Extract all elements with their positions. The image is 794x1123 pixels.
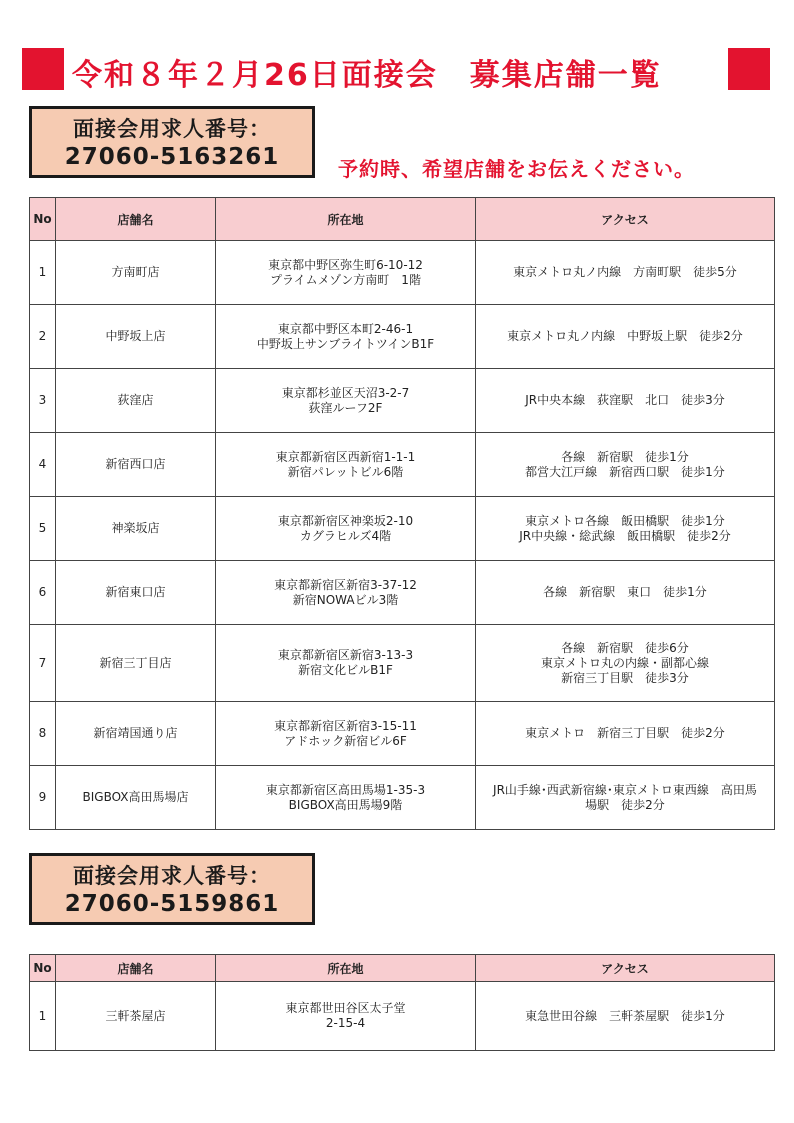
access-line: 各線 新宿駅 徒歩1分: [561, 449, 689, 464]
header-access: アクセス: [476, 955, 775, 982]
header-no: No: [30, 198, 56, 241]
header-store: 店舗名: [56, 955, 216, 982]
access-line: JR中央線・総武線 飯田橋駅 徒歩2分: [519, 528, 731, 543]
store-name: 新宿東口店: [56, 561, 216, 625]
access-line: 東京メトロ丸ノ内線 中野坂上駅 徒歩2分: [507, 329, 743, 343]
access-line: 東京メトロ丸ノ内線 方南町駅 徒歩5分: [513, 265, 737, 279]
row-number: 4: [30, 433, 56, 497]
row-number: 7: [30, 625, 56, 702]
store-access: [476, 433, 775, 497]
store-access: [476, 241, 775, 305]
store-name: 中野坂上店: [56, 305, 216, 369]
job-number-label: 面接会用求人番号：: [73, 864, 271, 888]
store-name: 三軒茶屋店: [56, 982, 216, 1051]
access-line: JR山手線･西武新宿線･東京メトロ東西線 高田馬: [493, 782, 757, 797]
table-row: [30, 982, 775, 1051]
store-access: [476, 369, 775, 433]
address-line: 新宿パレットビル6階: [287, 464, 404, 479]
store-name: 神楽坂店: [56, 497, 216, 561]
store-table-1: [29, 197, 775, 830]
access-line: 場駅 徒歩2分: [585, 797, 665, 812]
row-number: 3: [30, 369, 56, 433]
store-address: [216, 305, 476, 369]
header-no: No: [30, 955, 56, 982]
store-access: [476, 982, 775, 1051]
row-number: 6: [30, 561, 56, 625]
store-address: [216, 766, 476, 830]
store-access: [476, 305, 775, 369]
address-line: カグラヒルズ4階: [299, 528, 392, 543]
row-number: 5: [30, 497, 56, 561]
address-line: BIGBOX高田馬場9階: [288, 797, 403, 812]
store-access: [476, 702, 775, 766]
title-marker-left: [22, 48, 64, 90]
table-row: [30, 241, 775, 305]
job-number-value: 27060-5163261: [64, 144, 280, 170]
job-number-label: 面接会用求人番号：: [73, 117, 271, 141]
address-line: アドホック新宿ビル6F: [284, 733, 407, 748]
table-row: [30, 766, 775, 830]
page-title: 令和８年２月26日面接会 募集店舗一覧: [72, 58, 662, 93]
access-line: 新宿三丁目駅 徒歩3分: [561, 670, 689, 685]
access-line: 東京メトロ各線 飯田橋駅 徒歩1分: [525, 513, 725, 528]
store-address: [216, 241, 476, 305]
store-access: [476, 625, 775, 702]
job-number-box-2: [29, 853, 315, 925]
address-line: 新宿NOWAビル3階: [292, 592, 399, 607]
store-address: [216, 497, 476, 561]
table-row: [30, 702, 775, 766]
store-address: [216, 561, 476, 625]
address-line: 東京都新宿区新宿3-13-3: [277, 648, 414, 662]
table-row: [30, 369, 775, 433]
store-access: [476, 497, 775, 561]
address-line: 東京都新宿区神楽坂2-10: [277, 513, 414, 528]
store-name: 荻窪店: [56, 369, 216, 433]
address-line: 東京都新宿区高田馬場1-35-3: [265, 782, 426, 797]
row-number: 1: [30, 982, 56, 1051]
store-address: [216, 369, 476, 433]
access-line: 各線 新宿駅 東口 徒歩1分: [543, 585, 707, 599]
access-line: 東京メトロ 新宿三丁目駅 徒歩2分: [525, 726, 725, 740]
title-marker-right: [728, 48, 770, 90]
store-table-2: [29, 954, 775, 1051]
table-header-row: [30, 198, 775, 241]
address-line: 東京都新宿区新宿3-15-11: [274, 718, 417, 733]
access-line: 各線 新宿駅 徒歩6分: [561, 640, 689, 655]
table-header-row: [30, 955, 775, 982]
store-table-1-body: [30, 241, 775, 830]
store-address: [216, 982, 476, 1051]
table-row: [30, 625, 775, 702]
header-store: 店舗名: [56, 198, 216, 241]
access-line: JR中央本線 荻窪駅 北口 徒歩3分: [525, 393, 725, 407]
store-name: 新宿西口店: [56, 433, 216, 497]
store-name: BIGBOX高田馬場店: [56, 766, 216, 830]
store-name: 新宿靖国通り店: [56, 702, 216, 766]
title-bar: [0, 48, 794, 92]
address-line: 中野坂上サンブライトツインB1F: [256, 336, 435, 351]
reservation-notice: 予約時、希望店舗をお伝えください。: [338, 157, 695, 181]
address-line: 新宿文化ビルB1F: [298, 663, 393, 677]
header-address: 所在地: [216, 955, 476, 982]
store-address: [216, 702, 476, 766]
store-name: 新宿三丁目店: [56, 625, 216, 702]
job-number-box-1: [29, 106, 315, 178]
address-line: 東京都世田谷区太子堂: [285, 1001, 406, 1015]
address-line: プライムメゾン方南町 1階: [270, 272, 421, 287]
store-access: [476, 766, 775, 830]
address-line: 東京都新宿区新宿3-37-12: [274, 577, 417, 592]
store-table-2-body: [30, 982, 775, 1051]
row-number: 9: [30, 766, 56, 830]
access-line: 東急世田谷線 三軒茶屋駅 徒歩1分: [525, 1008, 725, 1023]
address-line: 東京都杉並区天沼3-2-7: [281, 385, 410, 400]
address-line: 東京都中野区弥生町6-10-12: [268, 257, 423, 272]
row-number: 8: [30, 702, 56, 766]
header-access: アクセス: [476, 198, 775, 241]
access-line: 都営大江戸線 新宿西口駅 徒歩1分: [525, 464, 725, 479]
row-number: 2: [30, 305, 56, 369]
store-address: [216, 433, 476, 497]
table-row: [30, 305, 775, 369]
address-line: 東京都中野区本町2-46-1: [277, 321, 414, 336]
header-address: 所在地: [216, 198, 476, 241]
table-row: [30, 433, 775, 497]
address-line: 2-15-4: [325, 1016, 366, 1030]
table-row: [30, 497, 775, 561]
store-access: [476, 561, 775, 625]
address-line: 荻窪ルーフ2F: [308, 400, 383, 415]
store-name: 方南町店: [56, 241, 216, 305]
row-number: 1: [30, 241, 56, 305]
store-address: [216, 625, 476, 702]
table-row: [30, 561, 775, 625]
address-line: 東京都新宿区西新宿1-1-1: [275, 449, 416, 464]
access-line: 東京メトロ丸の内線・副都心線: [540, 655, 709, 670]
job-number-value: 27060-5159861: [64, 891, 280, 917]
